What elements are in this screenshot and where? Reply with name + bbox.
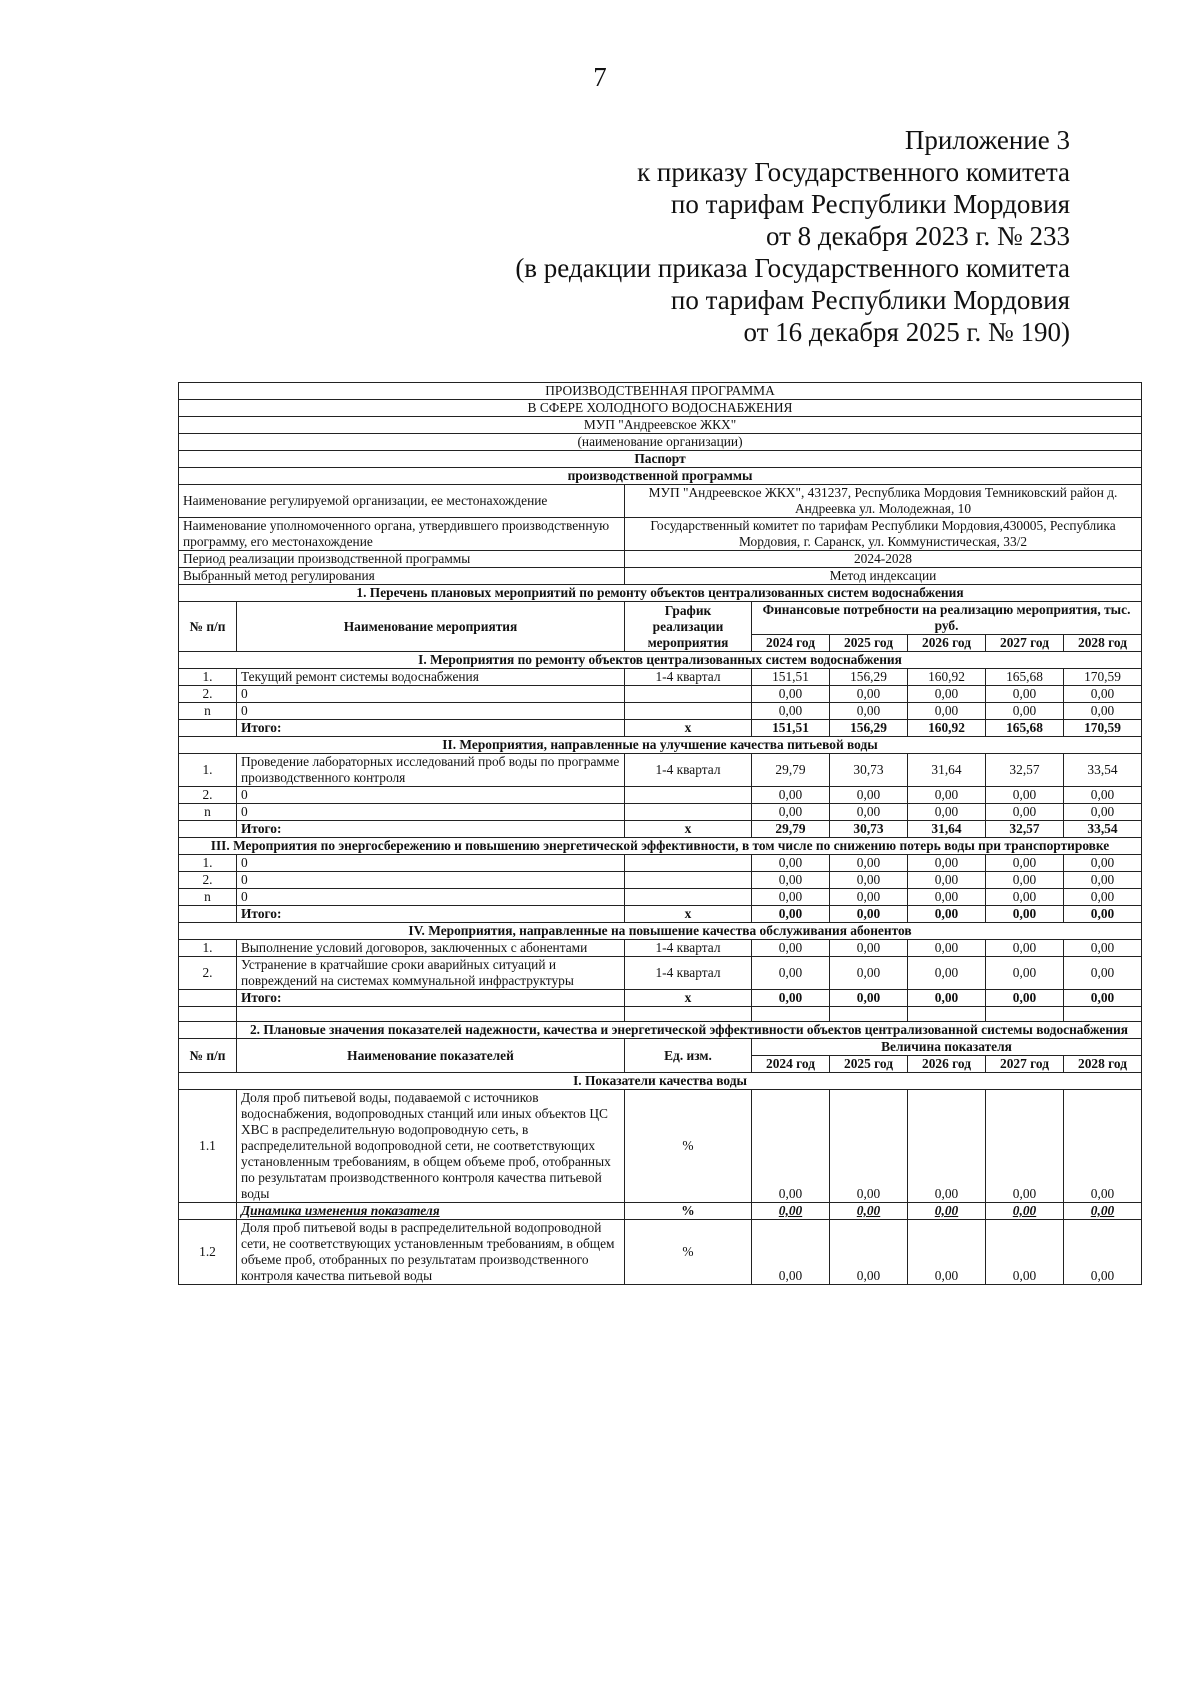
row-num: 2. xyxy=(179,686,237,703)
row-value: 0,00 xyxy=(908,703,986,720)
total-value: 0,00 xyxy=(830,906,908,923)
total-value: 30,73 xyxy=(830,821,908,838)
row-value: 0,00 xyxy=(752,703,830,720)
passport-value: Метод индексации xyxy=(625,568,1142,585)
row-value: 0,00 xyxy=(908,855,986,872)
table-row xyxy=(179,686,1142,703)
row-value: 0,00 xyxy=(986,940,1064,957)
program-subtitle: В СФЕРЕ ХОЛОДНОГО ВОДОСНАБЖЕНИЯ xyxy=(179,400,1142,417)
table-row xyxy=(179,703,1142,720)
row-num: 2. xyxy=(179,872,237,889)
row-schedule: 1-4 квартал xyxy=(625,754,752,787)
section2-title: 2. Плановые значения показателей надежности, качества и энергетической эффективности объектов централизованной системы водоснабжения xyxy=(237,1022,1142,1039)
row-value: 170,59 xyxy=(1064,669,1142,686)
page-number: 7 xyxy=(593,62,607,92)
row-value: 0,00 xyxy=(908,686,986,703)
row-num: 1. xyxy=(179,855,237,872)
indicator-row xyxy=(179,1220,1142,1285)
group-title: I. Мероприятия по ремонту объектов централизованных систем водоснабжения xyxy=(179,652,1142,669)
total-label: Итого: xyxy=(237,990,625,1007)
row-value: 0,00 xyxy=(830,787,908,804)
row-schedule xyxy=(625,872,752,889)
row-value: 0,00 xyxy=(1064,804,1142,821)
row-value: 0,00 xyxy=(986,787,1064,804)
year-header: 2024 год xyxy=(752,635,830,652)
total-value: 29,79 xyxy=(752,821,830,838)
row-schedule xyxy=(625,855,752,872)
row-value: 0,00 xyxy=(752,787,830,804)
passport-subtitle: производственной программы xyxy=(179,468,1142,485)
row-schedule: 1-4 квартал xyxy=(625,669,752,686)
row-schedule: 1-4 квартал xyxy=(625,957,752,990)
dynamics-unit: % xyxy=(625,1203,752,1220)
row-num: 2. xyxy=(179,957,237,990)
row-schedule: 1-4 квартал xyxy=(625,940,752,957)
table-row xyxy=(179,957,1142,990)
dynamics-row xyxy=(179,1203,1142,1220)
row-value: 0,00 xyxy=(1064,872,1142,889)
row-value: 165,68 xyxy=(986,669,1064,686)
row-value: 0,00 xyxy=(908,787,986,804)
year-header: 2025 год xyxy=(830,1056,908,1073)
indicator-value: 0,00 xyxy=(908,1220,986,1285)
row-value: 0,00 xyxy=(986,855,1064,872)
row-value: 0,00 xyxy=(752,940,830,957)
row-name: 0 xyxy=(237,686,625,703)
row-value: 0,00 xyxy=(986,804,1064,821)
passport-value: 2024-2028 xyxy=(625,551,1142,568)
year-header: 2024 год xyxy=(752,1056,830,1073)
row-value: 0,00 xyxy=(830,957,908,990)
total-value: 0,00 xyxy=(830,990,908,1007)
row-name: Устранение в кратчайшие сроки аварийных ситуаций и повреждений на системах коммунальной инфраструктуры xyxy=(237,957,625,990)
total-value: 33,54 xyxy=(1064,821,1142,838)
dynamics-value: 0,00 xyxy=(830,1203,908,1220)
row-value: 0,00 xyxy=(908,940,986,957)
spacer-row xyxy=(179,1007,1142,1022)
appendix-line: от 16 декабря 2025 г. № 190) xyxy=(743,317,1070,347)
row-value: 0,00 xyxy=(1064,957,1142,990)
row-schedule xyxy=(625,703,752,720)
indicator-row xyxy=(179,1090,1142,1203)
total-value: 0,00 xyxy=(752,906,830,923)
row-schedule xyxy=(625,686,752,703)
dynamics-value: 0,00 xyxy=(752,1203,830,1220)
row-name: Текущий ремонт системы водоснабжения xyxy=(237,669,625,686)
indicator-unit: % xyxy=(625,1090,752,1203)
row-value: 0,00 xyxy=(830,889,908,906)
row-value: 33,54 xyxy=(1064,754,1142,787)
row-name: 0 xyxy=(237,872,625,889)
row-value: 0,00 xyxy=(752,804,830,821)
row-value: 32,57 xyxy=(986,754,1064,787)
appendix-line: Приложение 3 xyxy=(904,125,1070,155)
dynamics-value: 0,00 xyxy=(986,1203,1064,1220)
total-value: 0,00 xyxy=(986,990,1064,1007)
row-value: 0,00 xyxy=(1064,787,1142,804)
row-value: 29,79 xyxy=(752,754,830,787)
total-label: Итого: xyxy=(237,906,625,923)
total-schedule: x xyxy=(625,821,752,838)
row-name: 0 xyxy=(237,703,625,720)
row-value: 0,00 xyxy=(986,957,1064,990)
year-header: 2026 год xyxy=(908,1056,986,1073)
passport-label: Наименование регулируемой организации, ее местонахождение xyxy=(179,485,625,518)
col-indicator-header: Наименование показателей xyxy=(237,1039,625,1073)
appendix-line: от 8 декабря 2023 г. № 233 xyxy=(765,221,1070,251)
col-finance-header: Финансовые потребности на реализацию мероприятия, тыс. руб. xyxy=(752,602,1142,635)
row-value: 0,00 xyxy=(1064,855,1142,872)
total-value: 0,00 xyxy=(1064,990,1142,1007)
row-value: 0,00 xyxy=(752,855,830,872)
total-row xyxy=(179,990,1142,1007)
row-name: 0 xyxy=(237,889,625,906)
year-header: 2026 год xyxy=(908,635,986,652)
row-name: 0 xyxy=(237,855,625,872)
table-row xyxy=(179,804,1142,821)
total-label: Итого: xyxy=(237,821,625,838)
indicator-value: 0,00 xyxy=(752,1220,830,1285)
production-program-table xyxy=(178,382,1142,1285)
total-value: 32,57 xyxy=(986,821,1064,838)
row-value: 0,00 xyxy=(752,872,830,889)
table-row xyxy=(179,669,1142,686)
row-value: 0,00 xyxy=(986,872,1064,889)
passport-label: Период реализации производственной программы xyxy=(179,551,625,568)
row-num: 2. xyxy=(179,787,237,804)
group-title: II. Мероприятия, направленные на улучшение качества питьевой воды xyxy=(179,737,1142,754)
dynamics-value: 0,00 xyxy=(1064,1203,1142,1220)
total-value: 31,64 xyxy=(908,821,986,838)
passport-label: Выбранный метод регулирования xyxy=(179,568,625,585)
row-value: 0,00 xyxy=(830,872,908,889)
indicator-value: 0,00 xyxy=(830,1090,908,1203)
year-header: 2025 год xyxy=(830,635,908,652)
total-label: Итого: xyxy=(237,720,625,737)
row-value: 31,64 xyxy=(908,754,986,787)
table-row xyxy=(179,787,1142,804)
row-value: 0,00 xyxy=(752,957,830,990)
row-value: 0,00 xyxy=(830,686,908,703)
indicator-value: 0,00 xyxy=(908,1090,986,1203)
dynamics-value: 0,00 xyxy=(908,1203,986,1220)
total-row xyxy=(179,906,1142,923)
year-header: 2027 год xyxy=(986,1056,1064,1073)
row-schedule xyxy=(625,889,752,906)
total-value: 170,59 xyxy=(1064,720,1142,737)
total-schedule: x xyxy=(625,720,752,737)
group-title: I. Показатели качества воды xyxy=(179,1073,1142,1090)
row-value: 0,00 xyxy=(1064,940,1142,957)
indicator-value: 0,00 xyxy=(1064,1220,1142,1285)
row-value: 0,00 xyxy=(752,889,830,906)
appendix-line: по тарифам Республики Мордовия xyxy=(670,285,1070,315)
row-num: n xyxy=(179,889,237,906)
indicator-unit: % xyxy=(625,1220,752,1285)
indicator-value: 0,00 xyxy=(830,1220,908,1285)
appendix-line: к приказу Государственного комитета xyxy=(637,157,1070,187)
indicator-value: 0,00 xyxy=(986,1220,1064,1285)
row-num: n xyxy=(179,804,237,821)
row-value: 0,00 xyxy=(908,957,986,990)
group-title: IV. Мероприятия, направленные на повышение качества обслуживания абонентов xyxy=(179,923,1142,940)
passport-title: Паспорт xyxy=(179,451,1142,468)
organization-caption: (наименование организации) xyxy=(179,434,1142,451)
organization-name: МУП "Андреевское ЖКХ" xyxy=(179,417,1142,434)
row-num: 1.1 xyxy=(179,1090,237,1203)
indicator-value: 0,00 xyxy=(752,1090,830,1203)
year-header: 2028 год xyxy=(1064,635,1142,652)
col-num-header: № п/п xyxy=(179,1039,237,1073)
row-value: 0,00 xyxy=(986,686,1064,703)
total-value: 0,00 xyxy=(908,906,986,923)
passport-label: Наименование уполномоченного органа, утвердившего производственную программу, его местонахождение xyxy=(179,518,625,551)
table-row xyxy=(179,889,1142,906)
total-row xyxy=(179,821,1142,838)
total-value: 0,00 xyxy=(1064,906,1142,923)
total-schedule: x xyxy=(625,990,752,1007)
passport-value: МУП "Андреевское ЖКХ", 431237, Республика Мордовия Темниковский район д. Андреевка ул. Молодежная, 10 xyxy=(625,485,1142,518)
total-value: 0,00 xyxy=(908,990,986,1007)
row-num: 1. xyxy=(179,940,237,957)
total-value: 165,68 xyxy=(986,720,1064,737)
row-value: 0,00 xyxy=(830,855,908,872)
year-header: 2028 год xyxy=(1064,1056,1142,1073)
table-row xyxy=(179,940,1142,957)
col-unit-header: Ед. изм. xyxy=(625,1039,752,1073)
row-value: 160,92 xyxy=(908,669,986,686)
total-value: 0,00 xyxy=(986,906,1064,923)
passport-value: Государственный комитет по тарифам Республики Мордовия,430005, Республика Мордовия, г. Саранск, ул. Коммунистическая, 33/2 xyxy=(625,518,1142,551)
appendix-line: (в редакции приказа Государственного комитета xyxy=(515,253,1070,283)
total-value: 151,51 xyxy=(752,720,830,737)
col-num-header: № п/п xyxy=(179,602,237,652)
group-title: III. Мероприятия по энергосбережению и повышению энергетической эффективности, в том числе по снижению потерь воды при транспортировке xyxy=(179,838,1142,855)
row-value: 30,73 xyxy=(830,754,908,787)
indicator-value: 0,00 xyxy=(986,1090,1064,1203)
row-value: 0,00 xyxy=(986,703,1064,720)
row-name: 0 xyxy=(237,804,625,821)
row-value: 0,00 xyxy=(830,940,908,957)
row-num: 1.2 xyxy=(179,1220,237,1285)
row-value: 0,00 xyxy=(1064,686,1142,703)
row-schedule xyxy=(625,787,752,804)
row-value: 0,00 xyxy=(1064,889,1142,906)
table-row xyxy=(179,872,1142,889)
row-value: 0,00 xyxy=(1064,703,1142,720)
row-value: 0,00 xyxy=(830,804,908,821)
row-value: 0,00 xyxy=(908,804,986,821)
total-value: 156,29 xyxy=(830,720,908,737)
appendix-line: по тарифам Республики Мордовия xyxy=(670,189,1070,219)
row-num: 1. xyxy=(179,669,237,686)
section1-title: 1. Перечень плановых мероприятий по ремонту объектов централизованных систем водоснабжения xyxy=(179,585,1142,602)
col-value-header: Величина показателя xyxy=(752,1039,1142,1056)
col-name-header: Наименование мероприятия xyxy=(237,602,625,652)
program-title: ПРОИЗВОДСТВЕННАЯ ПРОГРАММА xyxy=(179,383,1142,400)
table-row xyxy=(179,855,1142,872)
row-value: 156,29 xyxy=(830,669,908,686)
row-value: 0,00 xyxy=(752,686,830,703)
appendix-header xyxy=(370,124,1070,348)
total-value: 160,92 xyxy=(908,720,986,737)
row-name: 0 xyxy=(237,787,625,804)
row-value: 0,00 xyxy=(986,889,1064,906)
row-name: Выполнение условий договоров, заключенных с абонентами xyxy=(237,940,625,957)
dynamics-label: Динамика изменения показателя xyxy=(237,1203,625,1220)
row-value: 0,00 xyxy=(908,889,986,906)
row-value: 0,00 xyxy=(830,703,908,720)
total-value: 0,00 xyxy=(752,990,830,1007)
indicator-name: Доля проб питьевой воды, подаваемой с источников водоснабжения, водопроводных станций или иных объектов ЦС ХВС в распределительную водопроводную сеть, в распределительной водопроводной сети, не соответствующих установленным требованиям, в общем объеме проб, отобранных по результатам производственного контроля качества питьевой воды xyxy=(237,1090,625,1203)
col-schedule-header: График реализации мероприятия xyxy=(625,602,752,652)
row-num: n xyxy=(179,703,237,720)
year-header: 2027 год xyxy=(986,635,1064,652)
row-schedule xyxy=(625,804,752,821)
row-value: 151,51 xyxy=(752,669,830,686)
row-name: Проведение лабораторных исследований проб воды по программе производственного контроля xyxy=(237,754,625,787)
total-schedule: x xyxy=(625,906,752,923)
indicator-value: 0,00 xyxy=(1064,1090,1142,1203)
row-num: 1. xyxy=(179,754,237,787)
total-row xyxy=(179,720,1142,737)
indicator-name: Доля проб питьевой воды в распределительной водопроводной сети, не соответствующих установленным требованиям, в общем объеме проб, отобранных по результатам производственного контроля качества питьевой воды xyxy=(237,1220,625,1285)
table-row xyxy=(179,754,1142,787)
row-value: 0,00 xyxy=(908,872,986,889)
